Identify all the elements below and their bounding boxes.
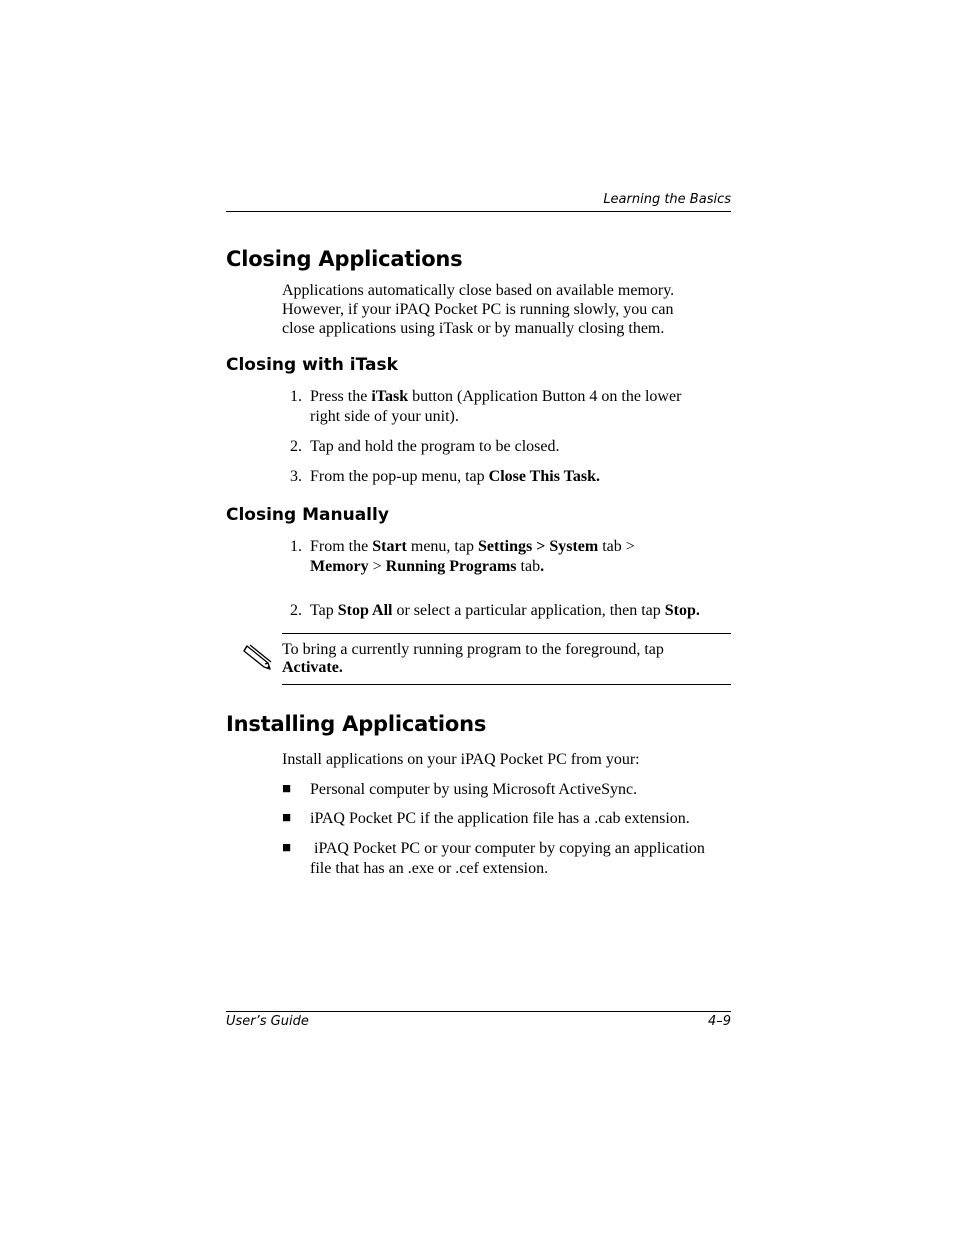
itask-step-3-text: From the pop-up menu, tap Close This Task. <box>310 468 600 485</box>
manual-step-2-number: 2. <box>290 602 302 619</box>
installing-item-3-line-2: file that has an .exe or .cef extension. <box>310 860 549 877</box>
running-header: Learning the Basics <box>603 192 731 207</box>
manual-step-2-text: Tap Stop All or select a particular application, then tap Stop. <box>310 602 700 619</box>
itask-step-1-line-2: right side of your unit). <box>310 408 459 425</box>
bullet-marker: ■ <box>282 840 292 856</box>
footer-guide-title: User’s Guide <box>226 1014 309 1029</box>
note-text-line-2 <box>282 658 343 677</box>
subsection-title-closing-with-itask: Closing with iTask <box>226 355 398 375</box>
manual-step-1-line-1: From the Start menu, tap Settings > System tab > <box>310 538 635 555</box>
bullet-marker: ■ <box>282 781 292 797</box>
installing-item-3-line-1: iPAQ Pocket PC or your computer by copying an application <box>310 840 705 857</box>
section-title-installing-applications: Installing Applications <box>226 712 487 736</box>
itask-label: iTask <box>371 388 409 405</box>
subsection-title-closing-manually: Closing Manually <box>226 505 389 525</box>
header-rule <box>226 211 731 212</box>
closing-intro-line-3: close applications using iTask or by manually closing them. <box>282 320 665 337</box>
note-bottom-rule <box>282 684 731 685</box>
activate-label: Activate. <box>282 659 343 676</box>
itask-step-2-text: Tap and hold the program to be closed. <box>310 438 560 455</box>
pencil-note-icon <box>243 642 273 672</box>
itask-step-1-number: 1. <box>290 388 302 405</box>
close-this-task-label: Close This Task. <box>488 468 600 485</box>
page-number: 4–9 <box>707 1014 731 1029</box>
note-top-rule <box>282 633 731 634</box>
closing-intro-line-2: However, if your iPAQ Pocket PC is running slowly, you can <box>282 301 674 318</box>
section-title-closing-applications: Closing Applications <box>226 247 463 271</box>
itask-step-2-number: 2. <box>290 438 302 455</box>
note-text-line-1: To bring a currently running program to the foreground, tap <box>282 641 664 658</box>
installing-intro: Install applications on your iPAQ Pocket PC from your: <box>282 751 640 768</box>
manual-step-1-number: 1. <box>290 538 302 555</box>
itask-step-3-number: 3. <box>290 468 302 485</box>
bullet-marker: ■ <box>282 810 292 826</box>
installing-item-1: Personal computer by using Microsoft ActiveSync. <box>310 781 638 798</box>
closing-intro-line-1: Applications automatically close based on available memory. <box>282 282 675 299</box>
installing-item-2: iPAQ Pocket PC if the application file has a .cab extension. <box>310 810 690 827</box>
itask-step-1-line-1: Press the iTask button (Application Button 4 on the lower <box>310 388 682 405</box>
manual-step-1-line-2: Memory > Running Programs tab. <box>310 558 545 575</box>
footer-rule <box>226 1011 731 1012</box>
